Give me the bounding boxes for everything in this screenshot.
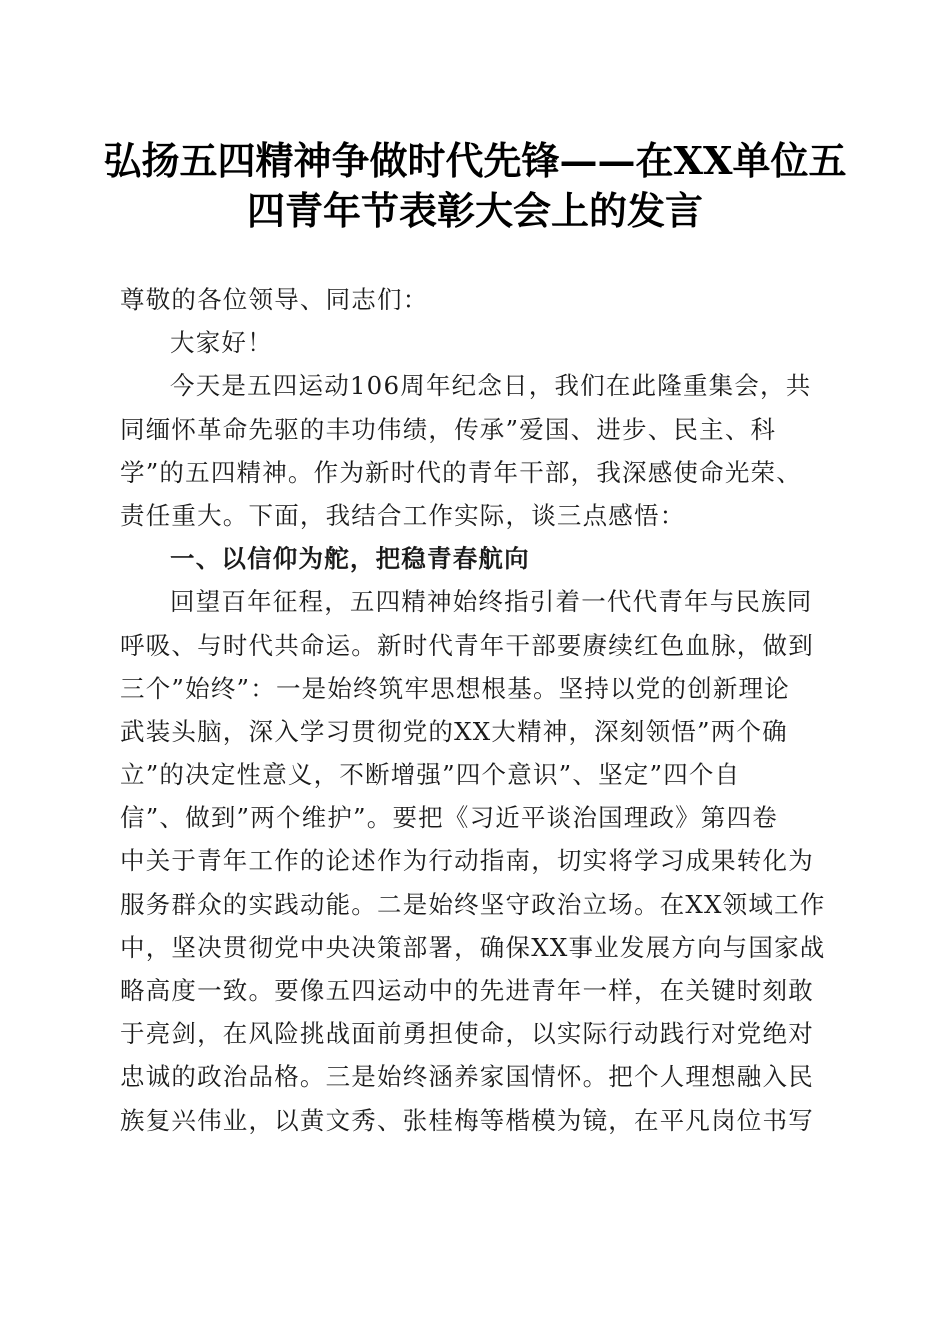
- paragraph-line: 回望百年征程，五四精神始终指引着一代代青年与民族同: [170, 587, 813, 617]
- paragraph-line: 武装头脑，深入学习贯彻党的XX大精神，深刻领悟”两个确: [120, 716, 788, 746]
- paragraph-line: 中关于青年工作的论述作为行动指南，切实将学习成果转化为: [120, 846, 814, 876]
- document-title: [100, 136, 850, 236]
- paragraph-line: 忠诚的政治品格。三是始终涵养家国情怀。把个人理想融入民: [120, 1062, 814, 1092]
- paragraph-line: 今天是五四运动106周年纪念日，我们在此隆重集会，共: [170, 371, 812, 401]
- paragraph-line: 信”、做到”两个维护”。要把《习近平谈治国理政》第四卷: [120, 803, 778, 833]
- paragraph-line: 中，坚决贯彻党中央决策部署，确保XX事业发展方向与国家战: [120, 932, 826, 962]
- paragraph-line: 立”的决定性意义，不断增强”四个意识”、坚定”四个自: [120, 760, 741, 790]
- paragraph-line: 呼吸、与时代共命运。新时代青年干部要赓续红色血脉，做到: [120, 630, 814, 660]
- paragraph-line: 于亮剑，在风险挑战面前勇担使命，以实际行动践行对党绝对: [120, 1019, 814, 1049]
- paragraph-line: 责任重大。下面，我结合工作实际，谈三点感悟：: [120, 500, 686, 530]
- document-body: [120, 278, 840, 1142]
- section-paragraph: [120, 580, 840, 1141]
- salutation: 尊敬的各位领导、同志们：: [120, 285, 429, 314]
- intro-paragraph: [120, 364, 840, 537]
- paragraph-line: 三个”始终”：一是始终筑牢思想根基。坚持以党的创新理论: [120, 673, 790, 703]
- paragraph-line: 族复兴伟业，以黄文秀、张桂梅等楷模为镜，在平凡岗位书写: [120, 1105, 814, 1135]
- title-line-2: 四青年节表彰大会上的发言: [246, 188, 703, 233]
- paragraph-line: 学”的五四精神。作为新时代的青年干部，我深感使命光荣、: [120, 457, 802, 487]
- paragraph-line: 同缅怀革命先驱的丰功伟绩，传承”爱国、进步、民主、科: [120, 414, 777, 444]
- greeting: 大家好！: [170, 328, 273, 358]
- paragraph-line: 略高度一致。要像五四运动中的先进青年一样，在关键时刻敢: [120, 976, 814, 1005]
- title-line-1: 弘扬五四精神争做时代先锋——在XX单位五: [103, 138, 847, 183]
- paragraph-line: 服务群众的实践动能。二是始终坚守政治立场。在XX领域工作: [120, 889, 826, 919]
- section-heading: 一、以信仰为舵，把稳青春航向: [170, 544, 530, 574]
